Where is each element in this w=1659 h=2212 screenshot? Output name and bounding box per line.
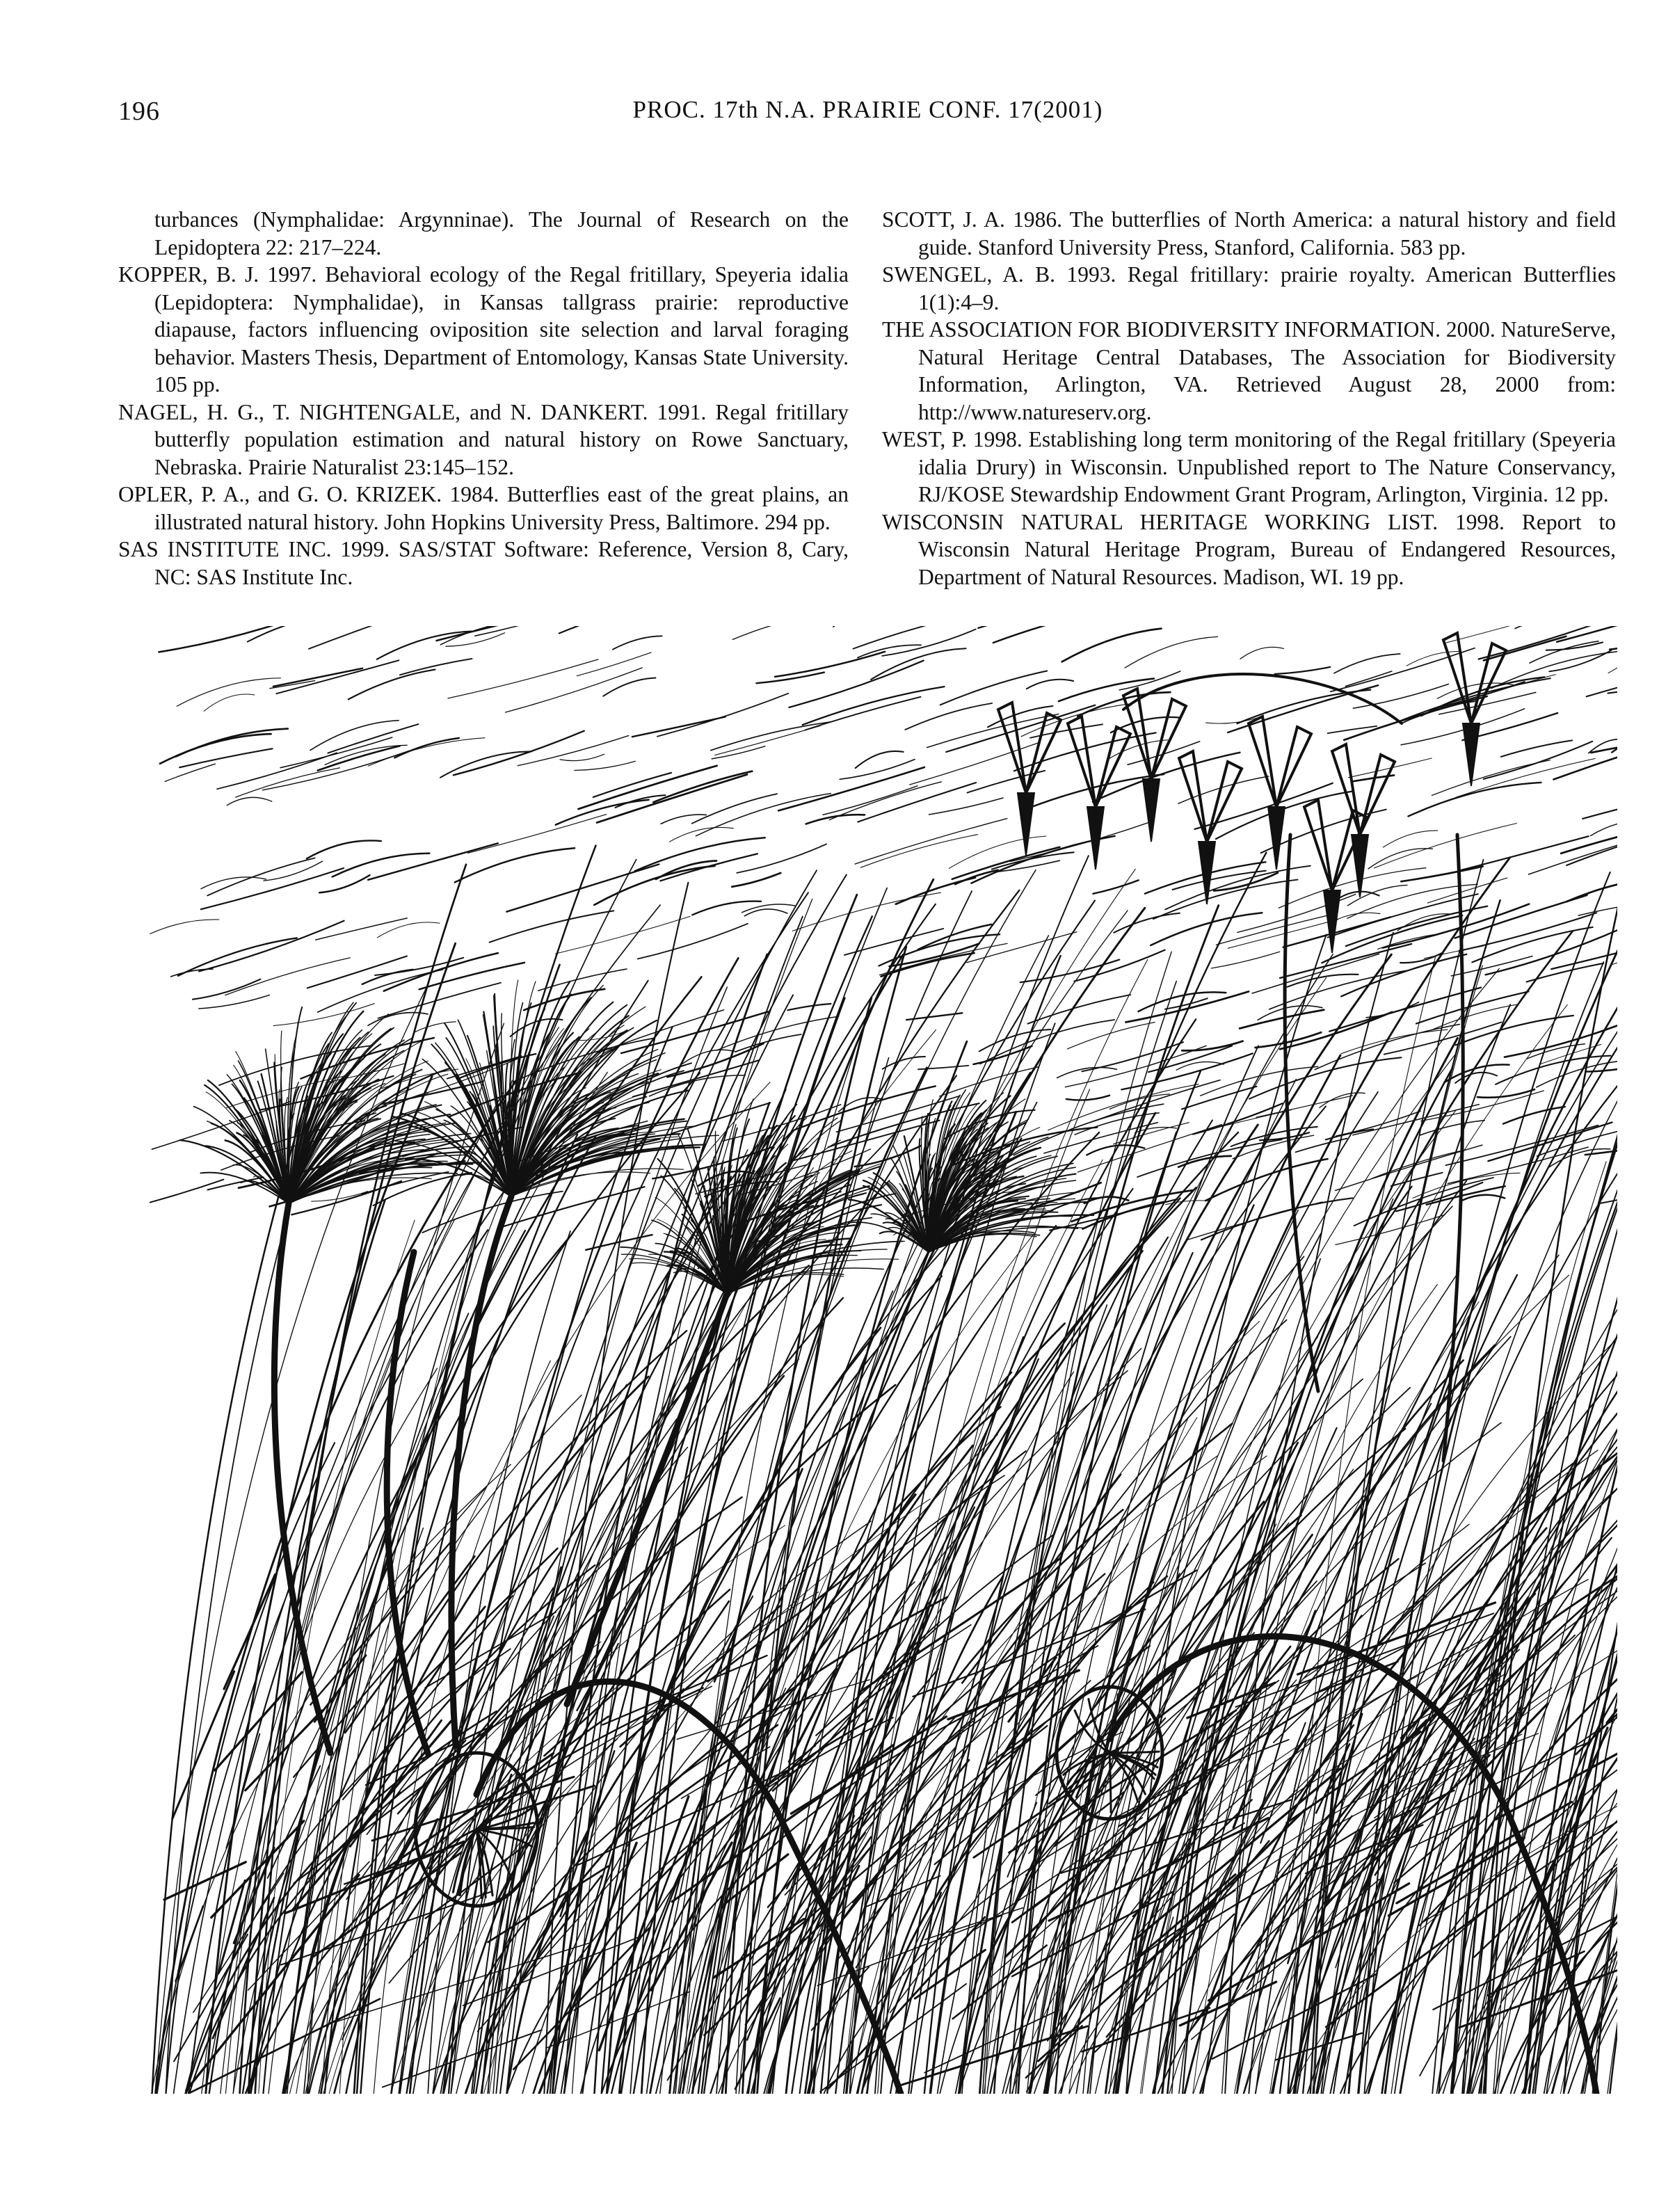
reference-entry: turbances (Nymphalidae: Argynninae). The Journal of Research on the Lepidoptera 22: 217–224. [154, 207, 849, 259]
reference-entry: SWENGEL, A. B. 1993. Regal fritillary: prairie royalty. American Butterflies 1(1):4–9. [882, 262, 1616, 314]
page-number: 196 [118, 97, 160, 126]
pen-ink-drawing [150, 626, 1617, 2094]
reference-entry: THE ASSOCIATION FOR BIODIVERSITY INFORMATION. 2000. NatureServe, Natural Heritage Central Databases, The Association for Biodiversity Information, Arlington, VA. Retrieved August 28, 2000 from: http://www.natureserv.org. [882, 317, 1616, 424]
reference-entry: NAGEL, H. G., T. NIGHTENGALE, and N. DANKERT. 1991. Regal fritillary butterfly population estimation and natural history on Rowe Sanctuary, Nebraska. Prairie Naturalist 23:145–152. [118, 399, 849, 479]
prairie-flower-illustration [150, 626, 1617, 2094]
reference-entry: WEST, P. 1998. Establishing long term monitoring of the Regal fritillary (Speyeria idalia Drury) in Wisconsin. Unpublished report to The Nature Conservancy, RJ/KOSE Stewardship Endowment Grant Program, Arlington, Virginia. 12 pp. [882, 427, 1616, 506]
references-right-column [882, 206, 1616, 591]
reference-entry: OPLER, P. A., and G. O. KRIZEK. 1984. Butterflies east of the great plains, an illustrated natural history. John Hopkins University Press, Baltimore. 294 pp. [118, 482, 849, 534]
reference-entry: WISCONSIN NATURAL HERITAGE WORKING LIST. 1998. Report to Wisconsin Natural Heritage Program, Bureau of Endangered Resources, Department of Natural Resources. Madison, WI. 19 pp. [882, 509, 1616, 589]
reference-entry: SAS INSTITUTE INC. 1999. SAS/STAT Software: Reference, Version 8, Cary, NC: SAS Institute Inc. [118, 537, 849, 589]
page-header [118, 96, 1617, 138]
running-head: PROC. 17th N.A. PRAIRIE CONF. 17(2001) [632, 96, 1103, 123]
reference-entry: SCOTT, J. A. 1986. The butterflies of North America: a natural history and field guide. Stanford University Press, Stanford, California. 583 pp. [882, 207, 1616, 259]
reference-entry: KOPPER, B. J. 1997. Behavioral ecology of the Regal fritillary, Speyeria idalia (Lepidoptera: Nymphalidae), in Kansas tallgrass prairie: reproductive diapause, factors influencing oviposition site selection and larval foraging behavior. Masters Thesis, Department of Entomology, Kansas State University. 105 pp. [118, 262, 849, 396]
references-left-column [118, 206, 849, 591]
